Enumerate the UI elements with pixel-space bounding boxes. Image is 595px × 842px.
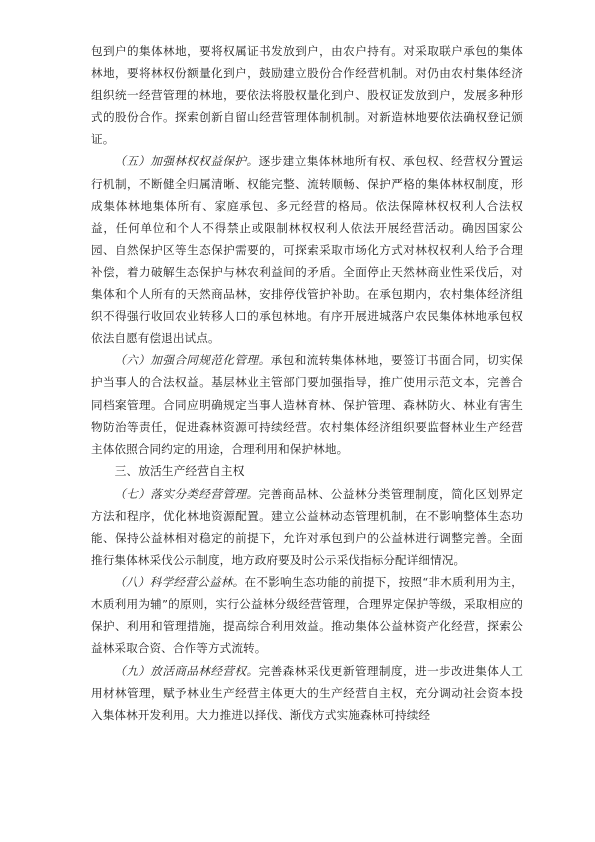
paragraph-label: （五）加强林权权益保护。 bbox=[114, 154, 259, 169]
paragraph-7 bbox=[91, 483, 523, 571]
paragraph-text: 完善商品林、公益林分类管理制度，简化区划界定方法和程序，优化林地资源配置。建立公益林动态管理机制，在不影响整体生态功能、保持公益林相对稳定的前提下，允许对承包到户的公益林进行调整完善。全面推行集体林采伐公示制度，地方政府要及时公示采伐指标分配详细情况。 bbox=[91, 486, 523, 568]
paragraph-text: 包到户的集体林地，要将权属证书发放到户，由农户持有。对采取联户承包的集体林地，要将林权份额量化到户，鼓励建立股份合作经营机制。对仍由农村集体经济组织统一经营管理的林地，要依法将股权量化到户、股权证发放到户，发展多种形式的股份合作。探索创新自留山经营管理体制机制。对新造林地要依法确权登记颁证。 bbox=[91, 44, 523, 147]
document-body bbox=[91, 40, 523, 726]
paragraph-label: （八）科学经营公益林。 bbox=[114, 575, 245, 590]
paragraph-continued bbox=[91, 40, 523, 150]
paragraph-text: 逐步建立集体林地所有权、承包权、经营权分置运行机制，不断健全归属清晰、权能完整、流转顺畅、保护严格的集体林权制度，形成集体林地集体所有、家庭承包、多元经营的格局。依法保障林权权利人合法权益，任何单位和个人不得禁止或限制林权权利人依法开展经营活动。确因国家公园、自然保护区等生态保护需要的，可探索采取市场化方式对林权权利人给予合理补偿，着力破解生态保护与林农利益间的矛盾。全面停止天然林商业性采伐后，对集体和个人所有的天然商品林，安排停伐管护补助。在承包期内，农村集体经济组织不得强行收回农业转移人口的承包林地。有序开展进城落户农民集体林地承包权依法自愿有偿退出试点。 bbox=[91, 154, 523, 346]
paragraph-label: （七）落实分类经营管理。 bbox=[114, 486, 259, 501]
paragraph-5 bbox=[91, 150, 523, 349]
paragraph-9 bbox=[91, 660, 523, 726]
paragraph-text: 在不影响生态功能的前提下，按照“非木质利用为主，木质利用为辅”的原则，实行公益林分级经营管理，合理界定保护等级，采取相应的保护、利用和管理措施，提高综合利用效益。推动集体公益林资产化经营，探索公益林采取合资、合作等方式流转。 bbox=[91, 575, 523, 656]
section-heading: 三、放活生产经营自主权 bbox=[114, 463, 245, 478]
paragraph-text: 承包和流转集体林地，要签订书面合同，切实保护当事人的合法权益。基层林业主管部门要加强指导，推广使用示范文本，完善合同档案管理。合同应明确规定当事人造林育林、保护管理、森林防火、林业有害生物防治等责任，促进森林资源可持续经营。农村集体经济组织要监督林业生产经营主体依照合同约定的用途，合理利用和保护林地。 bbox=[91, 353, 523, 456]
paragraph-label: （六）加强合同规范化管理。 bbox=[114, 353, 271, 368]
paragraph-label: （九）放活商品林经营权。 bbox=[114, 663, 259, 678]
paragraph-text: 完善森林采伐更新管理制度，进一步改进集体人工用材林管理，赋予林业生产经营主体更大的生产经营自主权，充分调动社会资本投入集体林开发利用。大力推进以择伐、渐伐方式实施森林可持续经 bbox=[91, 663, 523, 722]
paragraph-6 bbox=[91, 349, 523, 459]
paragraph-8 bbox=[91, 571, 523, 659]
